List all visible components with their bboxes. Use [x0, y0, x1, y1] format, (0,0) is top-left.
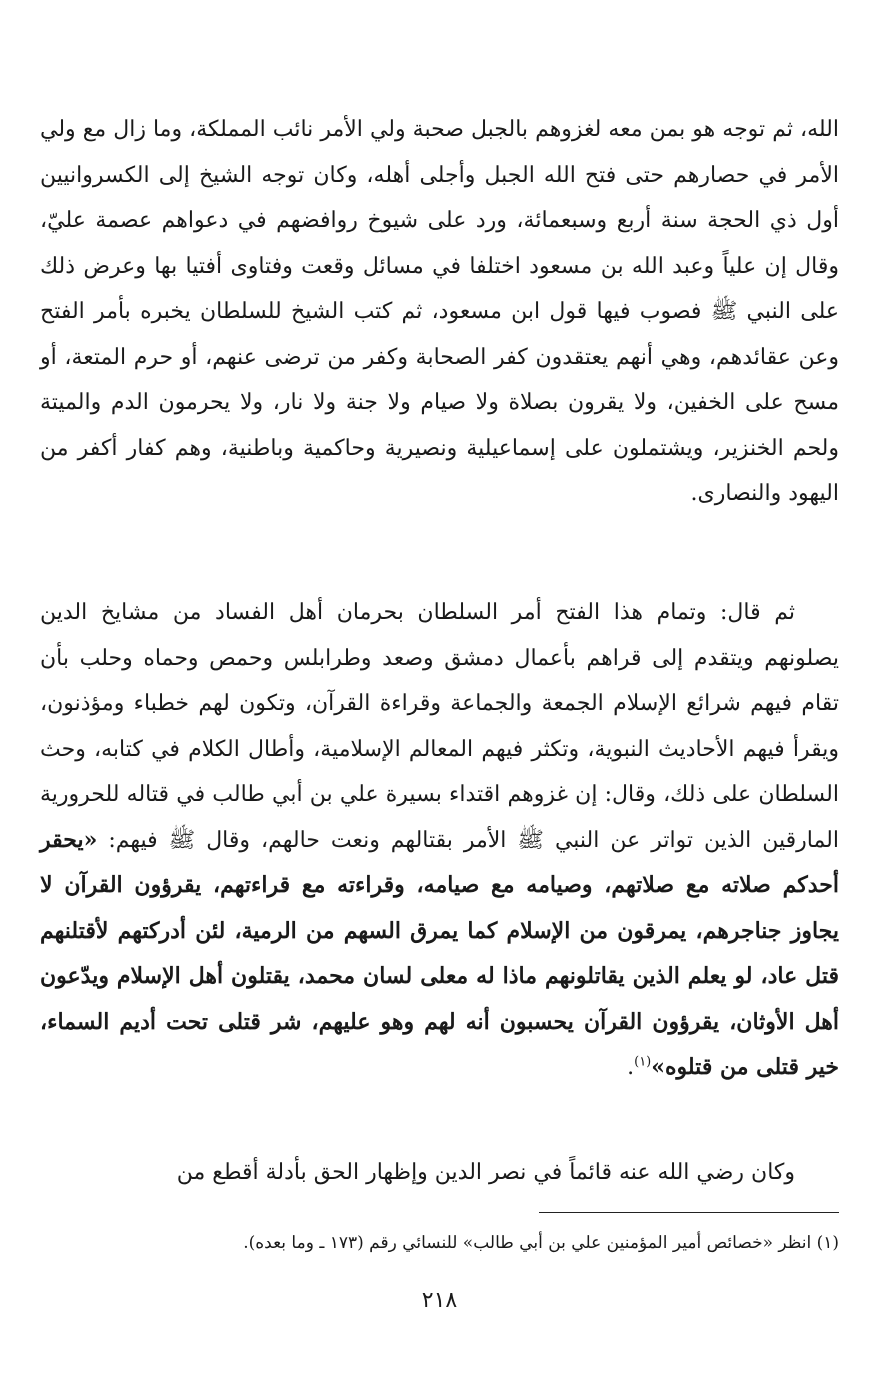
paragraph-2	[40, 590, 839, 1091]
paragraph-1	[40, 107, 839, 517]
paragraph-1-text: الله، ثم توجه هو بمن معه لغزوهم بالجبل صحبة ولي الأمر نائب المملكة، وما زال مع ولي الأمر في حصارهم حتى فتح الله الجبل وأجلى أهله، وكان توجه الشيخ إلى الكسروانيين أول ذي الحجة سنة أربع وسبعمائة، ورد على شيوخ روافضهم في دعواهم عصمة عليّ، وقال إن علياً وعبد الله بن مسعود اختلفا في مسائل وقعت وفتاوى أفتيا بها وعرض ذلك على النبي ﷺ فصوب فيها قول ابن مسعود، ثم كتب الشيخ للسلطان يخبره بأمر الفتح وعن عقائدهم، وهي أنهم يعتقدون كفر الصحابة وكفر من ترضى عنهم، أو حرم المتعة، أو مسح على الخفين، ولا يقرون بصلاة ولا صيام ولا جنة ولا نار، ولا يحرمون الدم والميتة ولحم الخنزير، ويشتملون على إسماعيلية ونصيرية وحاكمية وباطنية، وهم كفار أكفر من اليهود والنصارى.	[40, 117, 839, 506]
paragraph-2-intro: ثم قال: وتمام هذا الفتح أمر السلطان بحرمان أهل الفساد من مشايخ الدين يصلونهم ويتقدم إلى قراهم بأعمال دمشق وصعد وطرابلس وحمص وحماه وحلب بأن تقام فيهم شرائع الإسلام الجمعة والجماعة وقراءة القرآن، وتكون لهم خطباء ومؤذنون، ويقرأ فيهم الأحاديث النبوية، وتكثر فيهم المعالم الإسلامية، وأطال الكلام في كتابه، وحث السلطان على ذلك، وقال: إن غزوهم اقتداء بسيرة علي بن أبي طالب في قتاله للحرورية المارقين الذين تواتر عن النبي ﷺ الأمر بقتالهم ونعت حالهم، وقال ﷺ فيهم:	[40, 600, 839, 853]
footnote: (١) انظر «خصائص أمير المؤمنين علي بن أبي طالب» للنسائي رقم (١٧٣ ـ وما بعده).	[243, 1233, 839, 1253]
page-number: ٢١٨	[421, 1288, 458, 1313]
paragraph-2-text	[40, 590, 839, 1091]
footnote-separator	[539, 1212, 839, 1213]
footnote-marker[interactable]: (١)	[634, 1054, 652, 1070]
paragraph-3	[40, 1150, 839, 1196]
paragraph-3-text	[40, 1150, 839, 1196]
paragraph-3-content: وكان رضي الله عنه قائماً في نصر الدين وإظهار الحق بأدلة أقطع من	[176, 1160, 795, 1185]
paragraph-2-end: .	[627, 1055, 635, 1080]
hadith-quote: «يحقر أحدكم صلاته مع صلاتهم، وصيامه مع صيامه، وقراءته مع قراءتهم، يقرؤون القرآن لا يجاوز جناجرهم، يمرقون من الإسلام كما يمرق السهم من الرمية، لئن أدركتهم لأقتلنهم قتل عاد، لو يعلم الذين يقاتلونهم ماذا له معلى لسان محمد، يقتلون أهل الإسلام ويدّعون أهل الأوثان، يقرؤون القرآن يحسبون أنه لهم وهو عليهم، شر قتلى تحت أديم السماء، خير قتلى من قتلوه»	[40, 826, 839, 1080]
